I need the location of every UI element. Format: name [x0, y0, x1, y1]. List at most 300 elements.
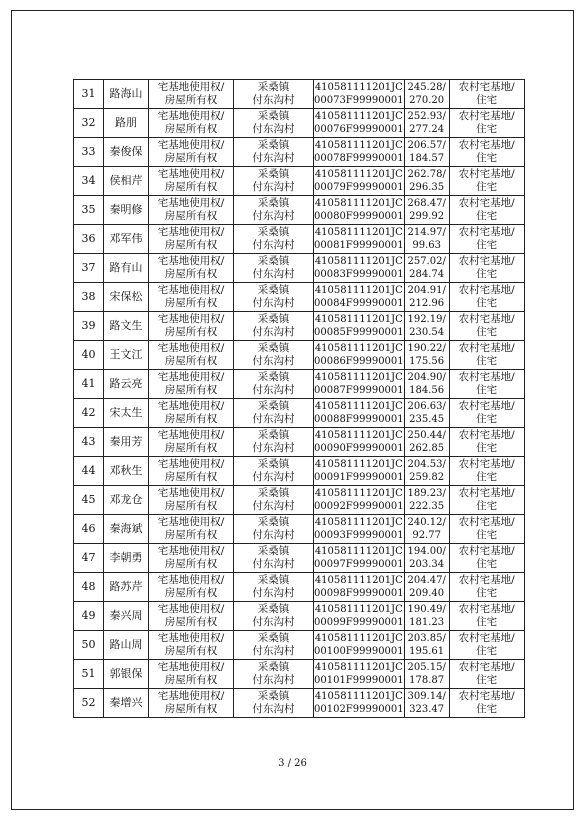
land-use-line: 住宅: [476, 326, 498, 338]
unit-code-line: 00090F99990001: [314, 443, 404, 454]
area-line: 184.56: [409, 385, 445, 396]
land-use-line: 住宅: [476, 384, 498, 396]
area-line: 190.49/: [407, 603, 446, 615]
right-type-cell: [149, 254, 234, 283]
owner-name-cell: 路朋: [104, 109, 149, 138]
area-cell: [404, 225, 449, 254]
row-number-cell: 52: [74, 689, 104, 718]
land-use-line: 农村宅基地/: [458, 602, 515, 615]
owner-name-cell: 李朝勇: [104, 544, 149, 573]
right-type-line: 房屋所有权: [164, 529, 218, 541]
location-line: 付东沟村: [252, 239, 295, 251]
area-line: 222.35: [409, 501, 445, 512]
right-type-cell: [149, 370, 234, 399]
right-type-line: 宅基地使用权/: [157, 573, 225, 586]
location-cell: [234, 660, 314, 689]
unit-code-line: 410581111201JC: [314, 632, 403, 644]
right-type-line: 房屋所有权: [164, 616, 218, 628]
land-use-line: 住宅: [476, 558, 498, 570]
location-cell: [234, 689, 314, 718]
unit-code-line: 410581111201JC: [314, 690, 403, 702]
area-line: 204.47/: [407, 574, 446, 586]
unit-code-line: 410581111201JC: [314, 255, 403, 267]
unit-code-cell: [314, 544, 405, 573]
owner-name-cell: 秦兴周: [104, 602, 149, 631]
location-line: 付东沟村: [252, 355, 295, 367]
table-row: [74, 225, 525, 254]
unit-code-line: 00091F99990001: [314, 472, 404, 483]
table-body: [74, 80, 525, 718]
area-line: 323.47: [409, 704, 445, 715]
location-line: 采桑镇: [257, 196, 290, 209]
land-use-cell: [449, 196, 524, 225]
row-number-cell: 35: [74, 196, 104, 225]
owner-name-cell: 秦增兴: [104, 689, 149, 718]
location-cell: [234, 80, 314, 109]
land-use-line: 住宅: [476, 210, 498, 222]
location-line: 付东沟村: [252, 616, 295, 628]
area-cell: [404, 109, 449, 138]
area-line: 235.45: [409, 414, 445, 425]
unit-code-line: 00085F99990001: [314, 327, 404, 338]
area-line: 309.14/: [407, 690, 446, 702]
unit-code-cell: [314, 283, 405, 312]
owner-name-cell: 王文江: [104, 341, 149, 370]
unit-code-cell: [314, 602, 405, 631]
land-use-line: 农村宅基地/: [458, 138, 515, 151]
land-use-cell: [449, 254, 524, 283]
right-type-cell: [149, 515, 234, 544]
area-line: 206.57/: [407, 139, 446, 151]
right-type-cell: [149, 196, 234, 225]
land-use-line: 住宅: [476, 355, 498, 367]
area-cell: [404, 544, 449, 573]
table-row: [74, 515, 525, 544]
right-type-cell: [149, 109, 234, 138]
land-use-line: 农村宅基地/: [458, 544, 515, 557]
right-type-line: 房屋所有权: [164, 355, 218, 367]
land-use-cell: [449, 544, 524, 573]
location-line: 付东沟村: [252, 123, 295, 135]
right-type-line: 房屋所有权: [164, 152, 218, 164]
row-number-cell: 41: [74, 370, 104, 399]
right-type-line: 房屋所有权: [164, 239, 218, 251]
location-line: 付东沟村: [252, 645, 295, 657]
location-cell: [234, 283, 314, 312]
owner-name-cell: 秦明修: [104, 196, 149, 225]
location-cell: [234, 602, 314, 631]
right-type-line: 宅基地使用权/: [157, 283, 225, 296]
unit-code-line: 410581111201JC: [314, 458, 403, 470]
location-line: 付东沟村: [252, 558, 295, 570]
owner-name-cell: 邓龙仓: [104, 486, 149, 515]
unit-code-line: 00102F99990001: [314, 704, 404, 715]
location-cell: [234, 167, 314, 196]
area-line: 240.12/: [407, 516, 446, 528]
area-cell: [404, 341, 449, 370]
area-line: 262.85: [409, 443, 445, 454]
area-line: 194.00/: [407, 545, 446, 557]
row-number-cell: 39: [74, 312, 104, 341]
location-cell: [234, 515, 314, 544]
row-number-cell: 49: [74, 602, 104, 631]
row-number-cell: 31: [74, 80, 104, 109]
area-line: 181.23: [409, 617, 445, 628]
area-cell: [404, 370, 449, 399]
right-type-line: 房屋所有权: [164, 413, 218, 425]
land-use-cell: [449, 283, 524, 312]
owner-name-cell: 路云亮: [104, 370, 149, 399]
right-type-cell: [149, 138, 234, 167]
land-use-line: 农村宅基地/: [458, 283, 515, 296]
unit-code-line: 00084F99990001: [314, 298, 404, 309]
row-number-cell: 43: [74, 428, 104, 457]
owner-name-cell: 路海山: [104, 80, 149, 109]
land-use-line: 农村宅基地/: [458, 515, 515, 528]
right-type-cell: [149, 573, 234, 602]
location-line: 采桑镇: [257, 515, 290, 528]
right-type-line: 房屋所有权: [164, 500, 218, 512]
unit-code-cell: [314, 312, 405, 341]
land-use-line: 农村宅基地/: [458, 196, 515, 209]
area-line: 184.57: [409, 153, 445, 164]
area-cell: [404, 602, 449, 631]
area-line: 205.15/: [407, 661, 446, 673]
right-type-cell: [149, 486, 234, 515]
unit-code-line: 410581111201JC: [314, 545, 403, 557]
right-type-line: 宅基地使用权/: [157, 167, 225, 180]
location-line: 采桑镇: [257, 283, 290, 296]
location-line: 采桑镇: [257, 689, 290, 702]
right-type-line: 宅基地使用权/: [157, 689, 225, 702]
land-use-line: 住宅: [476, 94, 498, 106]
location-line: 付东沟村: [252, 674, 295, 686]
land-use-cell: [449, 602, 524, 631]
land-use-cell: [449, 573, 524, 602]
land-use-line: 住宅: [476, 413, 498, 425]
unit-code-line: 410581111201JC: [314, 516, 403, 528]
table-row: [74, 312, 525, 341]
unit-code-cell: [314, 167, 405, 196]
area-line: 189.23/: [407, 487, 446, 499]
area-cell: [404, 486, 449, 515]
area-cell: [404, 631, 449, 660]
location-line: 采桑镇: [257, 109, 290, 122]
area-line: 195.61: [409, 646, 445, 657]
unit-code-cell: [314, 660, 405, 689]
area-cell: [404, 283, 449, 312]
right-type-cell: [149, 428, 234, 457]
area-cell: [404, 515, 449, 544]
unit-code-cell: [314, 341, 405, 370]
land-use-line: 住宅: [476, 181, 498, 193]
location-cell: [234, 109, 314, 138]
location-line: 付东沟村: [252, 703, 295, 715]
unit-code-line: 410581111201JC: [314, 139, 403, 151]
location-line: 采桑镇: [257, 225, 290, 238]
area-line: 262.78/: [407, 168, 446, 180]
area-line: 270.20: [409, 95, 445, 106]
unit-code-cell: [314, 457, 405, 486]
right-type-line: 房屋所有权: [164, 326, 218, 338]
land-use-line: 农村宅基地/: [458, 370, 515, 383]
unit-code-line: 410581111201JC: [314, 226, 403, 238]
row-number-cell: 34: [74, 167, 104, 196]
location-line: 采桑镇: [257, 80, 290, 93]
unit-code-cell: [314, 486, 405, 515]
location-line: 采桑镇: [257, 399, 290, 412]
land-use-line: 农村宅基地/: [458, 428, 515, 441]
table-row: [74, 544, 525, 573]
unit-code-cell: [314, 631, 405, 660]
area-line: 214.97/: [407, 226, 446, 238]
row-number-cell: 32: [74, 109, 104, 138]
table-row: [74, 486, 525, 515]
area-cell: [404, 399, 449, 428]
land-use-line: 住宅: [476, 152, 498, 164]
table-row: [74, 631, 525, 660]
unit-code-line: 00093F99990001: [314, 530, 404, 541]
land-use-line: 住宅: [476, 529, 498, 541]
location-line: 付东沟村: [252, 181, 295, 193]
right-type-cell: [149, 689, 234, 718]
unit-code-line: 410581111201JC: [314, 487, 403, 499]
location-line: 付东沟村: [252, 413, 295, 425]
right-type-line: 宅基地使用权/: [157, 515, 225, 528]
land-use-line: 住宅: [476, 645, 498, 657]
land-use-line: 农村宅基地/: [458, 167, 515, 180]
unit-code-line: 410581111201JC: [314, 81, 403, 93]
table-row: [74, 602, 525, 631]
unit-code-line: 410581111201JC: [314, 342, 403, 354]
owner-name-cell: 路苏芹: [104, 573, 149, 602]
land-use-line: 住宅: [476, 471, 498, 483]
land-use-line: 农村宅基地/: [458, 312, 515, 325]
location-line: 付东沟村: [252, 326, 295, 338]
location-cell: [234, 457, 314, 486]
location-line: 采桑镇: [257, 341, 290, 354]
unit-code-line: 00092F99990001: [314, 501, 404, 512]
owner-name-cell: 宋保松: [104, 283, 149, 312]
area-line: 296.35: [409, 182, 445, 193]
land-use-line: 农村宅基地/: [458, 486, 515, 499]
unit-code-line: 00086F99990001: [314, 356, 404, 367]
location-line: 采桑镇: [257, 138, 290, 151]
registration-table: [73, 79, 525, 718]
unit-code-line: 00099F99990001: [314, 617, 404, 628]
land-use-line: 住宅: [476, 616, 498, 628]
table-row: [74, 399, 525, 428]
land-use-line: 住宅: [476, 500, 498, 512]
row-number-cell: 36: [74, 225, 104, 254]
page-number: 3 / 26: [278, 758, 307, 769]
area-line: 190.22/: [407, 342, 446, 354]
unit-code-cell: [314, 80, 405, 109]
location-line: 付东沟村: [252, 268, 295, 280]
table-row: [74, 254, 525, 283]
unit-code-cell: [314, 254, 405, 283]
land-use-cell: [449, 631, 524, 660]
area-cell: [404, 196, 449, 225]
right-type-line: 房屋所有权: [164, 268, 218, 280]
right-type-line: 房屋所有权: [164, 181, 218, 193]
table-row: [74, 80, 525, 109]
unit-code-line: 410581111201JC: [314, 429, 403, 441]
unit-code-line: 410581111201JC: [314, 284, 403, 296]
right-type-cell: [149, 457, 234, 486]
right-type-cell: [149, 225, 234, 254]
unit-code-cell: [314, 428, 405, 457]
row-number-cell: 47: [74, 544, 104, 573]
location-line: 采桑镇: [257, 254, 290, 267]
right-type-cell: [149, 544, 234, 573]
land-use-line: 住宅: [476, 268, 498, 280]
land-use-cell: [449, 660, 524, 689]
land-use-cell: [449, 312, 524, 341]
right-type-cell: [149, 312, 234, 341]
land-use-line: 住宅: [476, 239, 498, 251]
row-number-cell: 40: [74, 341, 104, 370]
right-type-cell: [149, 167, 234, 196]
row-number-cell: 46: [74, 515, 104, 544]
right-type-line: 房屋所有权: [164, 587, 218, 599]
area-line: 178.87: [409, 675, 445, 686]
area-cell: [404, 254, 449, 283]
right-type-line: 宅基地使用权/: [157, 631, 225, 644]
owner-name-cell: 侯相芹: [104, 167, 149, 196]
right-type-line: 房屋所有权: [164, 674, 218, 686]
right-type-line: 宅基地使用权/: [157, 254, 225, 267]
location-cell: [234, 486, 314, 515]
location-cell: [234, 341, 314, 370]
land-use-line: 农村宅基地/: [458, 631, 515, 644]
location-line: 采桑镇: [257, 544, 290, 557]
owner-name-cell: 邓秋生: [104, 457, 149, 486]
right-type-line: 房屋所有权: [164, 471, 218, 483]
location-line: 采桑镇: [257, 660, 290, 673]
area-line: 92.77: [412, 530, 441, 541]
land-use-cell: [449, 341, 524, 370]
location-cell: [234, 399, 314, 428]
right-type-line: 宅基地使用权/: [157, 370, 225, 383]
location-cell: [234, 312, 314, 341]
area-line: 299.92: [409, 211, 445, 222]
land-use-line: 农村宅基地/: [458, 573, 515, 586]
right-type-line: 宅基地使用权/: [157, 660, 225, 673]
right-type-line: 宅基地使用权/: [157, 544, 225, 557]
land-use-line: 住宅: [476, 587, 498, 599]
unit-code-cell: [314, 109, 405, 138]
right-type-line: 宅基地使用权/: [157, 399, 225, 412]
land-use-cell: [449, 225, 524, 254]
owner-name-cell: 路山周: [104, 631, 149, 660]
right-type-cell: [149, 660, 234, 689]
land-use-line: 农村宅基地/: [458, 254, 515, 267]
land-use-line: 住宅: [476, 674, 498, 686]
area-line: 259.82: [409, 472, 445, 483]
table-row: [74, 341, 525, 370]
land-use-line: 农村宅基地/: [458, 660, 515, 673]
area-line: 252.93/: [407, 110, 446, 122]
land-use-cell: [449, 486, 524, 515]
area-cell: [404, 312, 449, 341]
right-type-line: 房屋所有权: [164, 703, 218, 715]
location-cell: [234, 631, 314, 660]
land-use-line: 住宅: [476, 703, 498, 715]
location-line: 采桑镇: [257, 167, 290, 180]
location-line: 采桑镇: [257, 370, 290, 383]
area-cell: [404, 457, 449, 486]
location-cell: [234, 428, 314, 457]
land-use-line: 住宅: [476, 123, 498, 135]
location-cell: [234, 573, 314, 602]
unit-code-line: 00101F99990001: [314, 675, 404, 686]
row-number-cell: 37: [74, 254, 104, 283]
unit-code-line: 00081F99990001: [314, 240, 404, 251]
right-type-line: 宅基地使用权/: [157, 428, 225, 441]
land-use-cell: [449, 167, 524, 196]
unit-code-line: 00080F99990001: [314, 211, 404, 222]
area-line: 99.63: [412, 240, 441, 251]
unit-code-line: 410581111201JC: [314, 168, 403, 180]
table-row: [74, 428, 525, 457]
unit-code-cell: [314, 515, 405, 544]
location-line: 付东沟村: [252, 384, 295, 396]
right-type-line: 房屋所有权: [164, 442, 218, 454]
row-number-cell: 44: [74, 457, 104, 486]
land-use-line: 农村宅基地/: [458, 225, 515, 238]
area-line: 268.47/: [407, 197, 446, 209]
location-line: 付东沟村: [252, 94, 295, 106]
unit-code-cell: [314, 138, 405, 167]
unit-code-line: 00087F99990001: [314, 385, 404, 396]
location-cell: [234, 138, 314, 167]
table-row: [74, 138, 525, 167]
row-number-cell: 33: [74, 138, 104, 167]
land-use-line: 农村宅基地/: [458, 457, 515, 470]
unit-code-line: 410581111201JC: [314, 574, 403, 586]
land-use-cell: [449, 109, 524, 138]
land-use-cell: [449, 138, 524, 167]
area-line: 212.96: [409, 298, 445, 309]
land-use-cell: [449, 428, 524, 457]
location-line: 采桑镇: [257, 312, 290, 325]
table-row: [74, 689, 525, 718]
table-row: [74, 109, 525, 138]
right-type-line: 房屋所有权: [164, 297, 218, 309]
unit-code-line: 410581111201JC: [314, 197, 403, 209]
location-line: 采桑镇: [257, 457, 290, 470]
unit-code-cell: [314, 399, 405, 428]
area-line: 245.28/: [407, 81, 446, 93]
area-cell: [404, 689, 449, 718]
unit-code-line: 410581111201JC: [314, 371, 403, 383]
unit-code-line: 00073F99990001: [314, 95, 404, 106]
right-type-line: 宅基地使用权/: [157, 196, 225, 209]
table-row: [74, 660, 525, 689]
table-row: [74, 573, 525, 602]
row-number-cell: 50: [74, 631, 104, 660]
unit-code-cell: [314, 370, 405, 399]
right-type-cell: [149, 341, 234, 370]
area-line: 206.63/: [407, 400, 446, 412]
right-type-line: 房屋所有权: [164, 123, 218, 135]
area-line: 204.53/: [407, 458, 446, 470]
location-cell: [234, 196, 314, 225]
unit-code-cell: [314, 225, 405, 254]
table-row: [74, 196, 525, 225]
land-use-line: 农村宅基地/: [458, 80, 515, 93]
